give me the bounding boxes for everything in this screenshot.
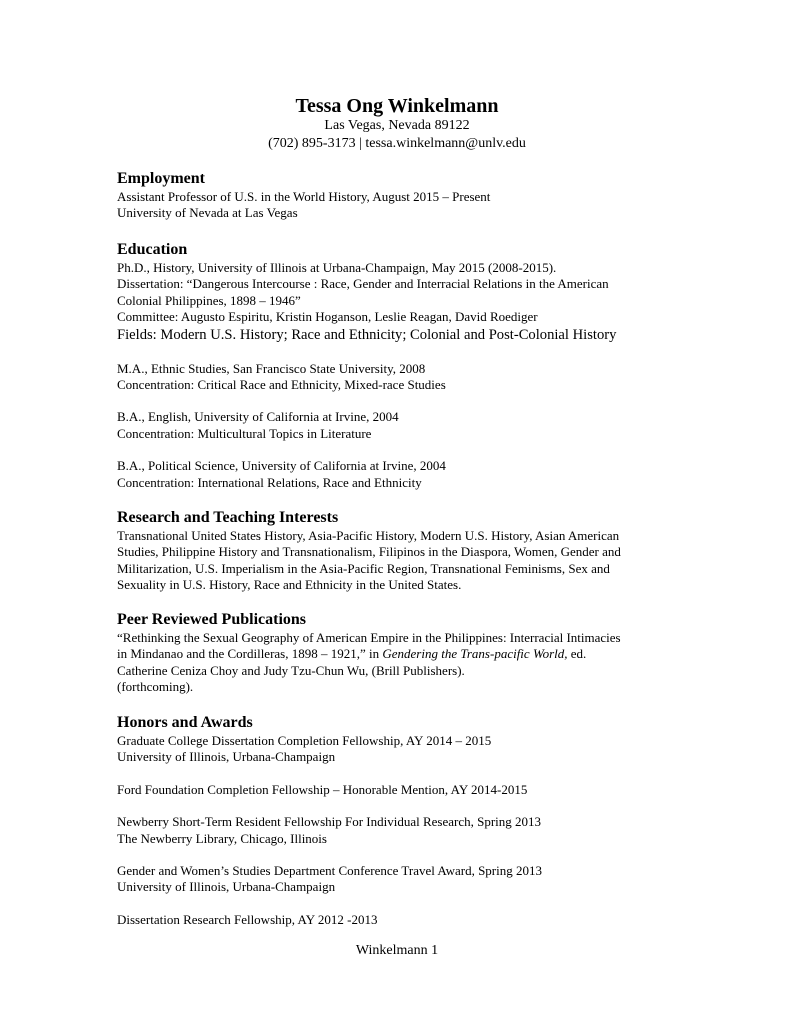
fields-line: Fields: Modern U.S. History; Race and Ethnicity; Colonial and Post-Colonial History	[117, 326, 617, 343]
honor-line: University of Illinois, Urbana-Champaign	[117, 749, 336, 765]
employment-section	[117, 170, 677, 222]
honor-line: The Newberry Library, Chicago, Illinois	[117, 830, 327, 846]
ma-line: M.A., Ethnic Studies, San Francisco State University, 2008	[117, 360, 426, 376]
publication-line: Catherine Ceniza Choy and Judy Tzu-Chun Wu, (Brill Publishers).	[117, 662, 465, 678]
publication-line: (forthcoming).	[117, 679, 194, 695]
ba-polisci-line: B.A., Political Science, University of California at Irvine, 2004	[117, 458, 446, 474]
interests-line: Sexuality in U.S. History, Race and Ethnicity in the United States.	[117, 577, 462, 593]
publications-section	[117, 611, 677, 696]
phd-line: Ph.D., History, University of Illinois at Urbana-Champaign, May 2015 (2008-2015).	[117, 260, 557, 275]
publications-heading: Peer Reviewed Publications	[117, 611, 307, 628]
ba-polisci-line: Concentration: International Relations, Race and Ethnicity	[117, 474, 422, 490]
interests-line: Transnational United States History, Asia-Pacific History, Modern U.S. History, Asian American	[117, 528, 620, 543]
honor-line: Gender and Women’s Studies Department Conference Travel Award, Spring 2013	[117, 863, 542, 879]
education-heading: Education	[117, 241, 188, 258]
phd-line: Committee: Augusto Espiritu, Kristin Hoganson, Leslie Reagan, David Roediger	[117, 309, 538, 325]
interests-line: Militarization, U.S. Imperialism in the Asia-Pacific Region, Transnational Feminisms, Sex and	[117, 560, 610, 576]
contact-line: (702) 895-3173 | tessa.winkelmann@unlv.edu	[268, 136, 526, 151]
honors-section	[117, 714, 677, 928]
employment-line: Assistant Professor of U.S. in the World History, August 2015 – Present	[117, 189, 491, 204]
honor-line: Ford Foundation Completion Fellowship – Honorable Mention, AY 2014-2015	[117, 781, 528, 797]
honors-heading: Honors and Awards	[117, 714, 253, 731]
employment-line: University of Nevada at Las Vegas	[117, 205, 298, 221]
employment-heading: Employment	[117, 170, 205, 187]
ma-line: Concentration: Critical Race and Ethnicity, Mixed-race Studies	[117, 377, 446, 393]
honor-line: Graduate College Dissertation Completion Fellowship, AY 2014 – 2015	[117, 733, 492, 748]
publication-book-title: Gendering the Trans-pacific World,	[382, 646, 568, 662]
honor-line: Newberry Short-Term Resident Fellowship For Individual Research, Spring 2013	[117, 814, 542, 830]
publication-line: “Rethinking the Sexual Geography of American Empire in the Philippines: Interracial Intimacies	[117, 630, 621, 645]
ba-english-line: Concentration: Multicultural Topics in Literature	[117, 425, 372, 441]
publication-line	[117, 646, 677, 662]
publication-text: in Mindanao and the Cordilleras, 1898 – 1921,” in	[117, 646, 383, 662]
address-line: Las Vegas, Nevada 89122	[324, 118, 470, 133]
interests-heading: Research and Teaching Interests	[117, 509, 339, 526]
page-footer: Winkelmann 1	[355, 943, 439, 958]
interests-section	[117, 509, 677, 594]
phd-line: Colonial Philippines, 1898 – 1946”	[117, 292, 301, 308]
phd-line: Dissertation: “Dangerous Intercourse : Race, Gender and Interracial Relations in the American	[117, 276, 609, 292]
author-name: Tessa Ong Winkelmann	[295, 95, 499, 117]
publication-text: ed.	[567, 646, 587, 662]
honor-line: University of Illinois, Urbana-Champaign	[117, 879, 336, 895]
education-section	[117, 241, 677, 491]
honor-line: Dissertation Research Fellowship, AY 2012 -2013	[117, 911, 378, 927]
interests-line: Studies, Philippine History and Transnationalism, Filipinos in the Diaspora, Women, Gender and	[117, 544, 621, 560]
ba-english-line: B.A., English, University of California at Irvine, 2004	[117, 409, 399, 425]
